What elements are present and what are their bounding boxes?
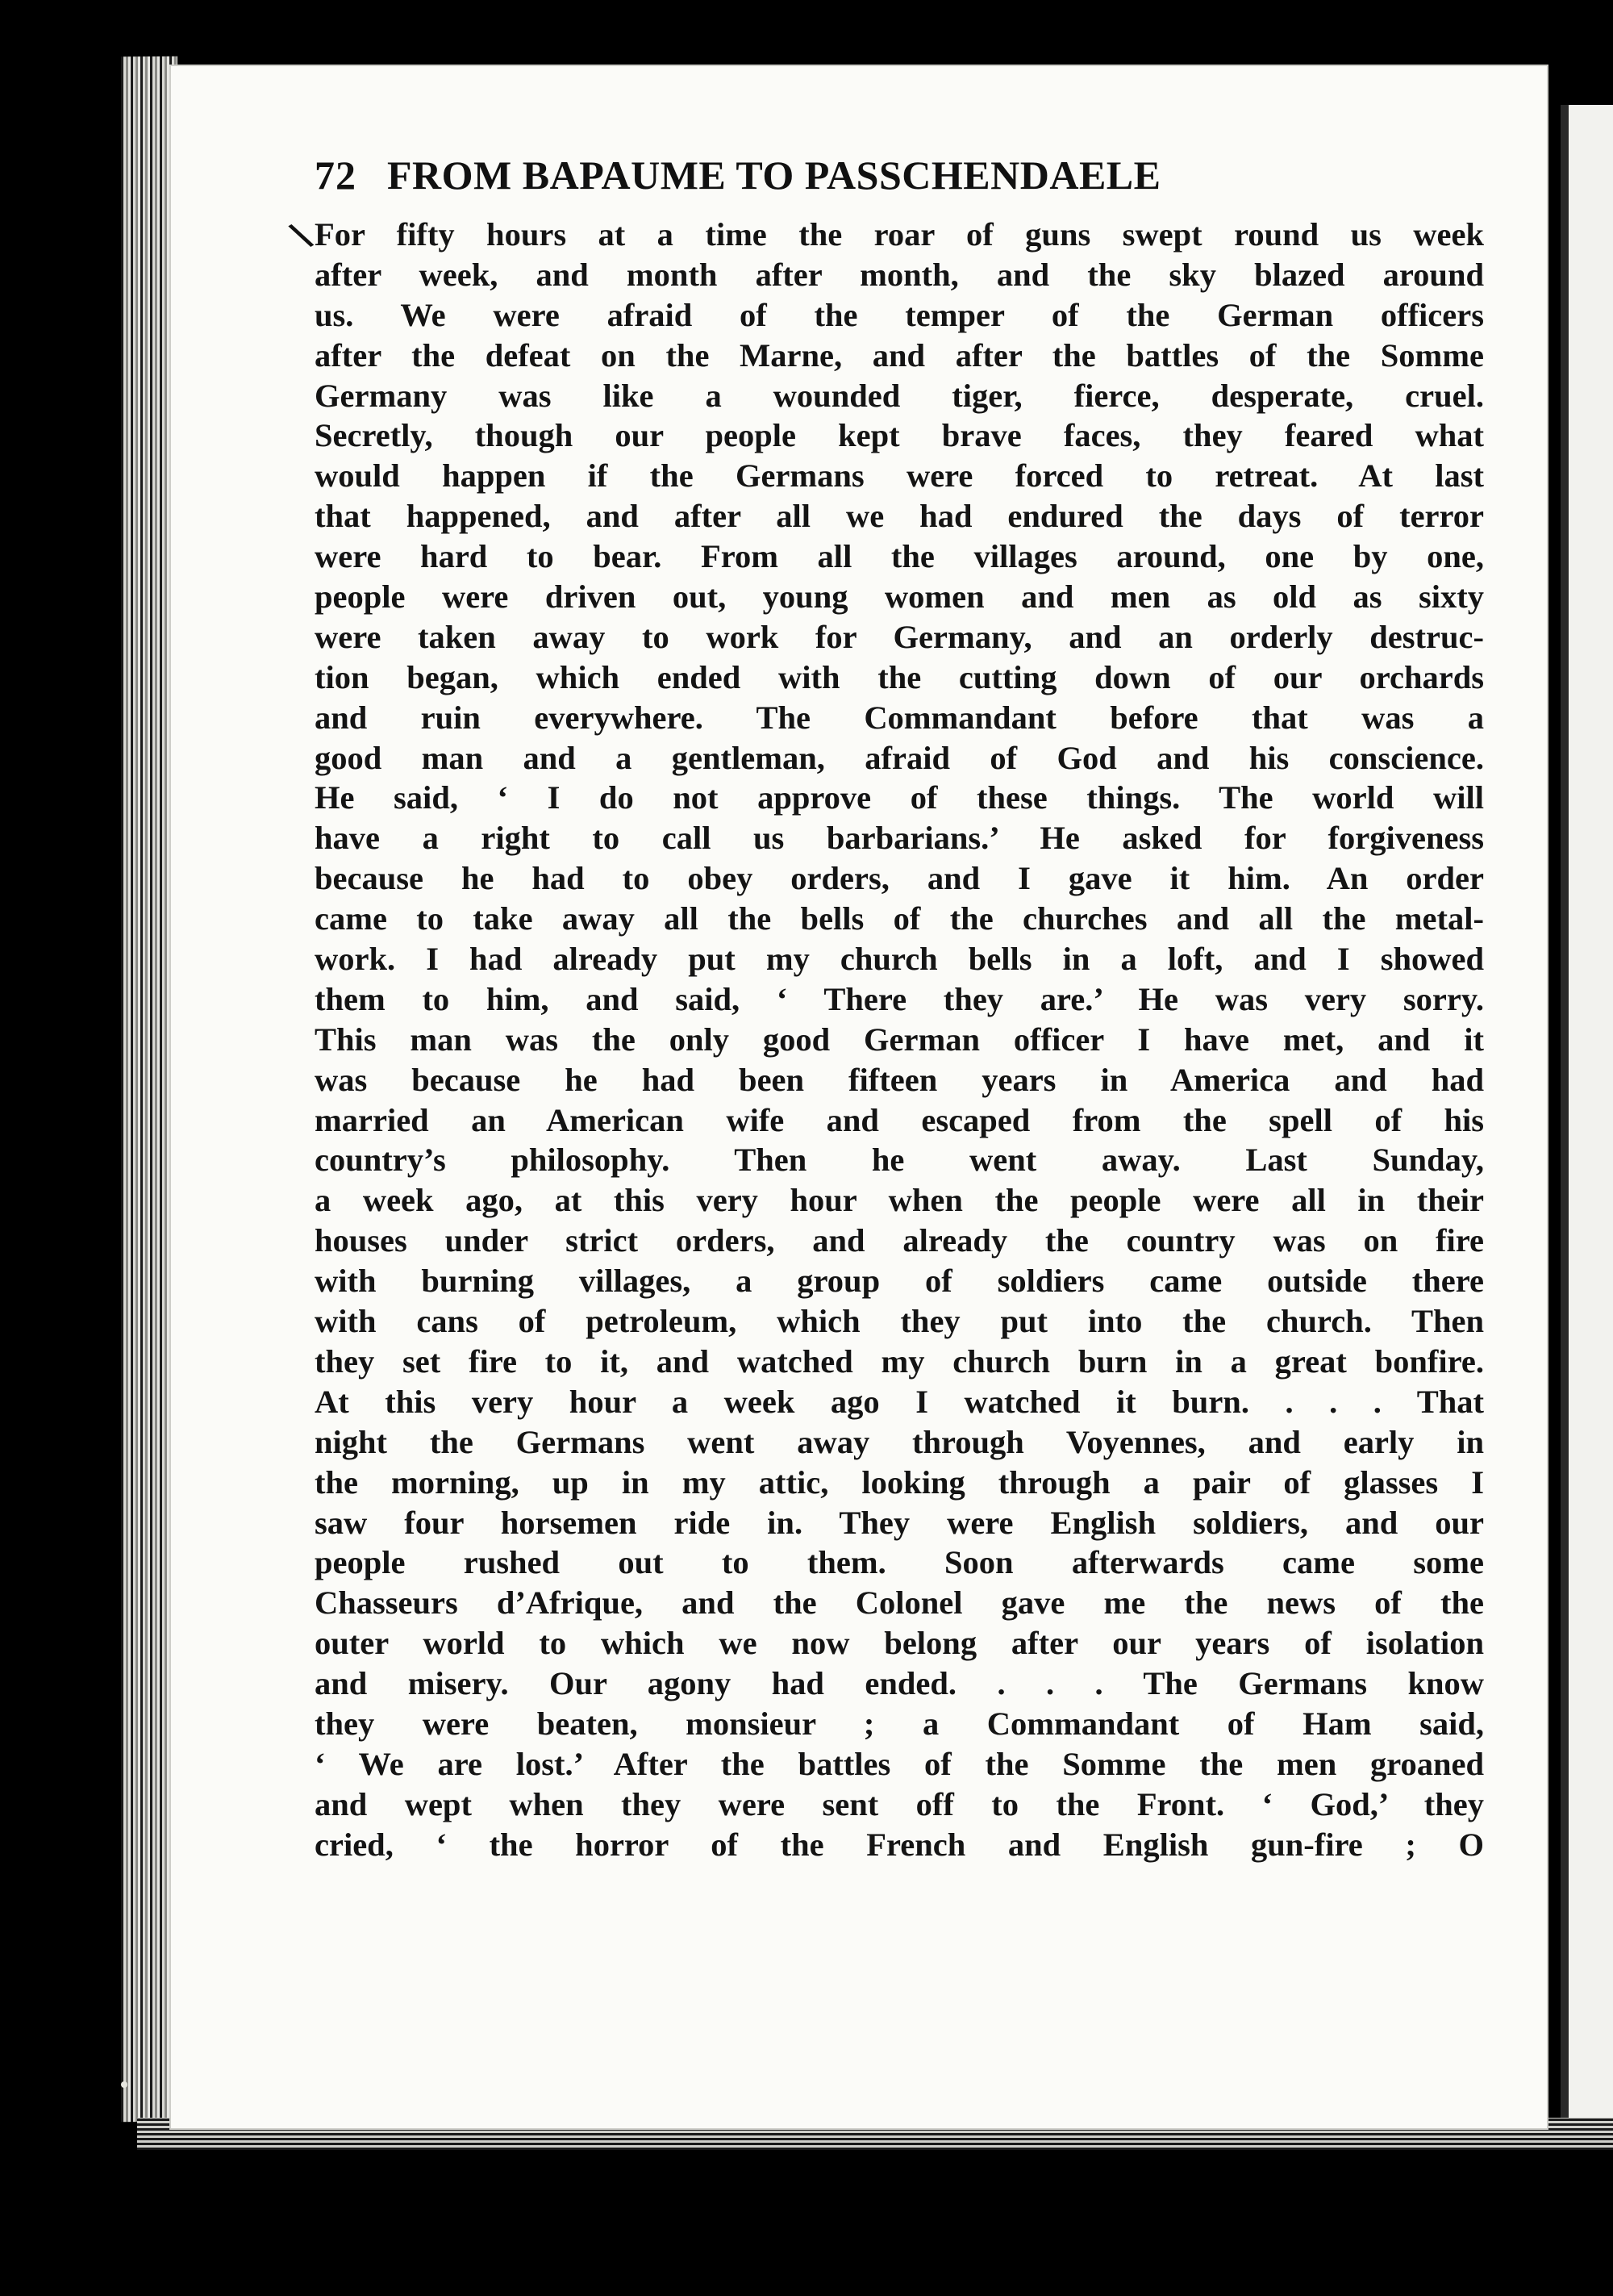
text-line: country’s philosophy. Then he went away. Last Sunday,: [315, 1142, 1484, 1179]
body-text: [315, 215, 1484, 1865]
text-line: have a right to call us barbarians.’ He asked for forgiveness: [315, 820, 1484, 857]
text-line: and ruin everywhere. The Commandant before that was a: [315, 699, 1484, 736]
text-line: tion began, which ended with the cutting down of our orchards: [315, 658, 1484, 695]
scan-speck: [121, 2081, 127, 2088]
text-line: Secretly, though our people kept brave faces, they feared what: [315, 417, 1484, 454]
text-line: after week, and month after month, and the sky blazed around: [315, 256, 1484, 293]
text-line: cried, ‘ the horror of the French and English gun-fire ; O: [315, 1826, 1484, 1863]
text-line: after the defeat on the Marne, and after the battles of the Somme: [315, 336, 1484, 374]
text-line: At this very hour a week ago I watched it burn. . . . That: [315, 1383, 1484, 1420]
text-line: people were driven out, young women and men as old as sixty: [315, 578, 1484, 616]
running-head: FROM BAPAUME TO PASSCHENDAELE: [387, 152, 1161, 198]
text-line: and misery. Our agony had ended. . . . The Germans know: [315, 1665, 1484, 1702]
margin-mark: \: [285, 214, 317, 257]
text-line: Germany was like a wounded tiger, fierce, desperate, cruel.: [315, 377, 1484, 414]
text-line: that happened, and after all we had endured the days of terror: [315, 498, 1484, 535]
text-line: with burning villages, a group of soldiers came outside there: [315, 1263, 1484, 1300]
text-line: were hard to bear. From all the villages around, one by one,: [315, 538, 1484, 575]
adjacent-page-edge: [1561, 105, 1613, 2138]
text-line: married an American wife and escaped from the spell of his: [315, 1101, 1484, 1138]
text-line: the morning, up in my attic, looking through a pair of glasses I: [315, 1463, 1484, 1501]
text-line: were taken away to work for Germany, and an orderly destruc-: [315, 618, 1484, 655]
text-line: and wept when they were sent off to the Front. ‘ God,’ they: [315, 1785, 1484, 1822]
text-line: He said, ‘ I do not approve of these things. The world will: [315, 779, 1484, 816]
text-line: they set fire to it, and watched my church burn in a great bonfire.: [315, 1342, 1484, 1380]
text-line: This man was the only good German officer I have met, and it: [315, 1021, 1484, 1058]
page-number: 72: [315, 152, 356, 198]
text-line: would happen if the Germans were forced to retreat. At last: [315, 457, 1484, 495]
text-line: houses under strict orders, and already the country was on fire: [315, 1222, 1484, 1259]
text-line: Chasseurs d’Afrique, and the Colonel gave me the news of the: [315, 1584, 1484, 1622]
text-line: because he had to obey orders, and I gave it him. An order: [315, 860, 1484, 897]
text-line: they were beaten, monsieur ; a Commandant of Ham said,: [315, 1705, 1484, 1742]
text-line: good man and a gentleman, afraid of God and his conscience.: [315, 739, 1484, 776]
text-line: For fifty hours at a time the roar of guns swept round us week: [315, 216, 1484, 253]
text-line: a week ago, at this very hour when the people were all in their: [315, 1182, 1484, 1219]
book-page: [169, 65, 1548, 2130]
text-line: ‘ We are lost.’ After the battles of the Somme the men groaned: [315, 1745, 1484, 1782]
text-line: people rushed out to them. Soon afterwards came some: [315, 1544, 1484, 1581]
page-content: [315, 152, 1484, 1865]
text-line: them to him, and said, ‘ There they are.’ He was very sorry.: [315, 980, 1484, 1017]
text-line: came to take away all the bells of the churches and all the metal-: [315, 900, 1484, 937]
text-line: was because he had been fifteen years in America and had: [315, 1061, 1484, 1098]
text-line: night the Germans went away through Voyennes, and early in: [315, 1423, 1484, 1460]
text-line: outer world to which we now belong after our years of isolation: [315, 1625, 1484, 1662]
text-line: work. I had already put my church bells in a loft, and I showed: [315, 941, 1484, 978]
page-header: [315, 152, 1484, 208]
text-line: saw four horsemen ride in. They were English soldiers, and our: [315, 1504, 1484, 1541]
text-line: with cans of petroleum, which they put into the church. Then: [315, 1303, 1484, 1340]
text-line: us. We were afraid of the temper of the German officers: [315, 296, 1484, 333]
